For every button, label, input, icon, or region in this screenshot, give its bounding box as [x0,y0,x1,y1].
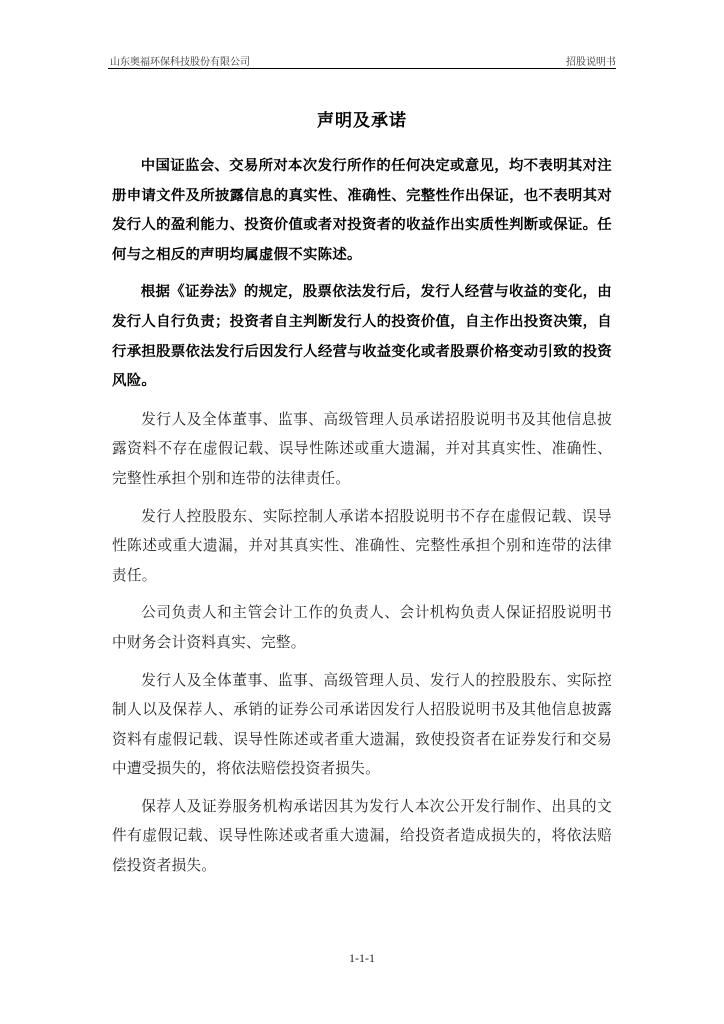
paragraph-directors-commitment: 发行人及全体董事、监事、高级管理人员承诺招股说明书及其他信息披露资料不存在虚假记载、误导性陈述或重大遗漏，并对其真实性、准确性、完整性承担个别和连带的法律责任。 [112,410,612,487]
paragraph-securities-law-risk: 根据《证券法》的规定，股票依法发行后，发行人经营与收益的变化，由发行人自行负责；投资者自主判断发行人的投资价值，自主作出投资决策，自行承担股票依法发行后因发行人经营与收益变化或者股票价格变动引致的投资风险。 [112,284,612,390]
paragraph-controlling-shareholder-commitment: 发行人控股股东、实际控制人承诺本招股说明书不存在虚假记载、误导性陈述或重大遗漏，并对其真实性、准确性、完整性承担个别和连带的法律责任。 [112,507,612,584]
header-document-type: 招股说明书 [566,57,616,68]
header-divider [108,68,616,69]
paragraph-csrc-disclaimer: 中国证监会、交易所对本次发行所作的任何决定或意见，均不表明其对注册申请文件及所披露信息的真实性、准确性、完整性作出保证，也不表明其对发行人的盈利能力、投资价值或者对投资者的收益作出实质性判断或保证。任何与之相反的声明均属虚假不实陈述。 [112,158,612,263]
paragraph-financial-accuracy: 公司负责人和主管会计工作的负责人、会计机构负责人保证招股说明书中财务会计资料真实、完整。 [112,604,612,651]
page-title: 声明及承诺 [317,111,407,131]
document-body [112,152,612,889]
paragraph-compensation-commitment: 发行人及全体董事、监事、高级管理人员、发行人的控股股东、实际控制人以及保荐人、承销的证券公司承诺因发行人招股说明书及其他信息披露资料有虚假记载、误导性陈述或者重大遗漏，致使投资者在证券发行和交易中遭受损失的，将依法赔偿投资者损失。 [112,671,612,778]
header-company-name: 山东奥福环保科技股份有限公司 [110,57,250,68]
page-number: 1-1-1 [349,951,375,965]
paragraph-sponsor-commitment: 保荐人及证券服务机构承诺因其为发行人本次公开发行制作、出具的文件有虚假记载、误导性陈述或者重大遗漏，给投资者造成损失的，将依法赔偿投资者损失。 [112,797,612,875]
